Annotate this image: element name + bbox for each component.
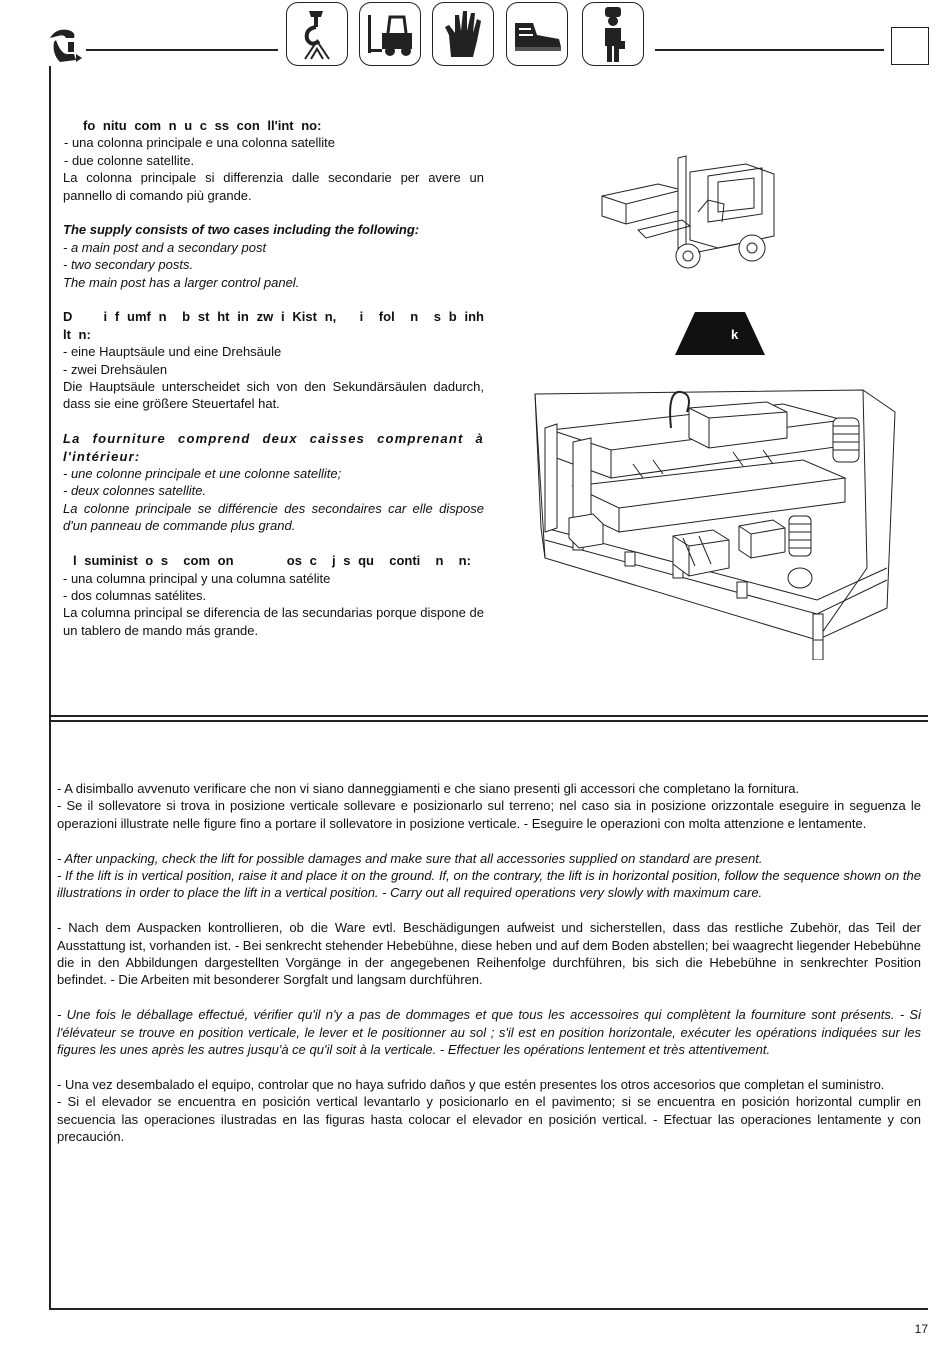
french-title: La fourniture comprend deux caisses comprenant à l'intérieur: <box>63 431 484 464</box>
spanish-title: l suminist o s com on os c j s qu conti n n: <box>73 553 471 569</box>
english-title: The supply consists of two cases including the following: <box>63 222 420 238</box>
warning-label <box>675 312 765 355</box>
english-paragraph: - If the lift is in vertical position, raise it and place it on the ground. If, on the contrary, the lift is in horizontal position, follow the sequence shown on the illustrations in order to place the lift in a vertical position. - Carry out all required operations very slowly with maximum care. <box>57 868 921 901</box>
unpacking-instructions <box>57 780 921 1145</box>
hook-crane-icon <box>286 2 348 66</box>
corner-box <box>891 27 929 65</box>
english-item: - two secondary posts. <box>63 257 194 273</box>
forklift-illustration <box>598 152 780 274</box>
spanish-item: - dos columnas satélites. <box>63 587 207 603</box>
italian-item: - due colonne satellite. <box>64 152 195 168</box>
italian-item: - una colonna principale e una colonna satellite <box>64 135 336 151</box>
safety-shoe-icon <box>506 2 568 66</box>
german-paragraph: - Nach dem Auspacken kontrollieren, ob die Ware evtl. Beschädigungen aufweist und sicherstellen, dass das restliche Zubehör, das Teil der Ausstattung ist, vorhanden ist. - Bei senkrecht stehender Hebebühne, diese heben und auf dem Boden abstellen; bei waagrecht liegender Hebebühne die in den Abbildungen dargestellten Vorgänge in der angegebenen Reihenfolge durchführen, bis sich die Hebebühne in senkrechter Position befindet. - Die Arbeiten mit besonderer Sorgfalt und langsam durchführen. <box>57 920 921 988</box>
german-title: D i f umf n b st ht in zw i Kist n, i fol n s b inh lt n: <box>63 309 492 342</box>
french-item: - une colonne principale et une colonne satellite; <box>63 466 342 482</box>
italian-paragraph: - Se il sollevatore si trova in posizione verticale sollevare e posizionarlo sul terreno; nel caso sia in posizione orizzontale eseguire in seguenza le operazioni illustrate nelle figure fino a portare il sollevatore in posizione verticale. - Eseguire le operazioni con molta attenzione e lentamente. <box>57 798 921 831</box>
safety-glove-icon <box>432 2 494 66</box>
french-paragraph: - Une fois le déballage effectué, vérifier qu'il n'y a pas de dommages et que tous les accessoires qui complètent la fourniture sont présents. - Si l'élévateur se trouve en position verticale, le lever et le positionner au sol ; s'il est en position horizontale, exécuter les opérations indiquées sur les figures les unes après les autres jusqu'à ce qu'il soit à la verticale. - Effectuer les opérations lentement et très attentivement. <box>57 1007 921 1058</box>
german-note: Die Hauptsäule unterscheidet sich von den Sekundärsäulen dadurch, dass sie eine größere Steuertafel hat. <box>63 379 484 412</box>
french-note: La colonne principale se différencie des secondaires car elle dispose d'un panneau de commande plus grand. <box>63 500 484 534</box>
english-paragraph: - After unpacking, check the lift for possible damages and make sure that all accessories supplied on standard are present. <box>57 850 763 866</box>
worker-icon <box>582 2 644 66</box>
italian-paragraph: - A disimballo avvenuto verificare che non vi siano danneggiamenti e che siano presenti gli accessori che completano la fornitura. <box>57 781 800 796</box>
german-item: - zwei Drehsäulen <box>63 361 168 377</box>
warning-label-text: k <box>731 327 739 342</box>
italian-note: La colonna principale si differenzia dalle secondarie per avere un pannello di comando più grande. <box>63 170 484 203</box>
italian-title: fo nitu com n u c ss con ll'int no: <box>83 118 322 133</box>
spanish-item: - una columna principal y una columna satélite <box>63 570 331 586</box>
brand-logo <box>46 24 86 66</box>
english-note: The main post has a larger control panel. <box>63 274 300 290</box>
english-item: - a main post and a secondary post <box>63 239 267 255</box>
spanish-paragraph: - Si el elevador se encuentra en posición vertical levantarlo y posicionarlo en el pavimento; si se encuentra en posición horizontal cumplir en secuencia las operaciones ilustradas en las figuras hasta colocar el elevador en posición vertical. - Efectuar las operaciones lentamente y con precaución. <box>57 1094 921 1145</box>
french-item: - deux colonnes satellite. <box>63 483 207 499</box>
supply-description <box>63 117 492 639</box>
page-number: 17 <box>914 1322 928 1336</box>
german-item: - eine Hauptsäule und eine Drehsäule <box>63 344 282 360</box>
spanish-paragraph: - Una vez desembalado el equipo, controlar que no haya sufrido daños y que estén presentes los otros accesorios que completan el suministro. <box>57 1076 885 1092</box>
packing-case-illustration <box>533 368 925 660</box>
forklift-icon <box>359 2 421 66</box>
spanish-note: La columna principal se diferencia de las secundarias porque dispone de un tablero de mando más grande. <box>63 605 484 638</box>
